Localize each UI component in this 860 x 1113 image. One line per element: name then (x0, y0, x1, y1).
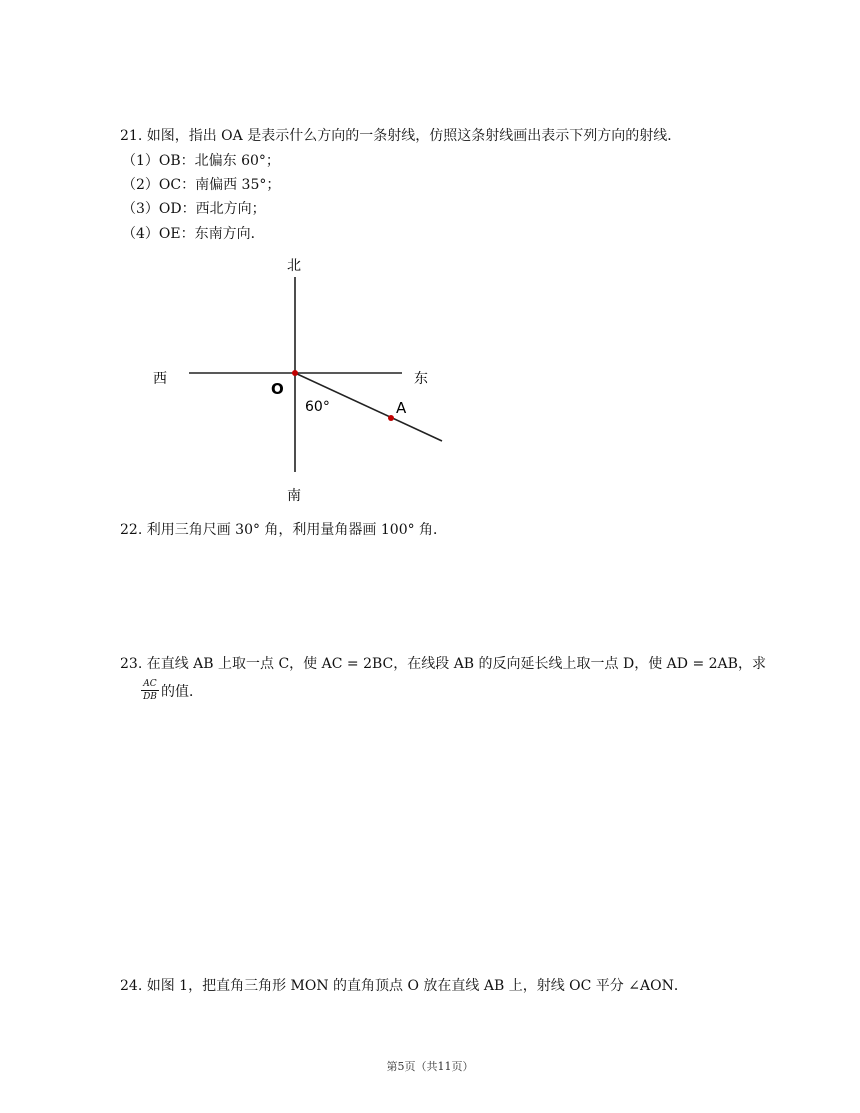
q23-fraction (141, 679, 159, 702)
fraction-numerator: AC (143, 679, 157, 689)
q22-stem: 22. 利用三角尺画 30° 角，利用量角器画 100° 角． (120, 522, 448, 538)
q21-item-2: （2）OC：南偏西 35°； (122, 177, 281, 193)
q23-tail: 的值． (161, 684, 203, 700)
point-a-dot (388, 415, 394, 421)
label-north: 北 (287, 258, 301, 274)
label-origin: O (271, 380, 284, 398)
origin-dot (292, 370, 298, 376)
page-footer: 第5页（共11页） (386, 1060, 474, 1073)
q21-item-1: （1）OB：北偏东 60°； (122, 153, 280, 169)
label-east: 东 (414, 371, 428, 387)
q24-stem: 24. 如图 1，把直角三角形 MON 的直角顶点 O 放在直线 AB 上，射线 OC 平分 ∠AON． (120, 978, 688, 994)
label-point-a: A (396, 399, 407, 417)
q21-stem: 21. 如图，指出 OA 是表示什么方向的一条射线，仿照这条射线画出表示下列方向的射线． (120, 128, 682, 144)
q23-stem: 23. 在直线 AB 上取一点 C，使 AC = 2BC，在线段 AB 的反向延长线上取一点 D，使 AD = 2AB，求 (120, 656, 766, 672)
q21-item-4: （4）OE：东南方向． (122, 226, 265, 242)
label-west: 西 (153, 371, 167, 387)
q21-item-3: （3）OD：西北方向； (122, 201, 266, 217)
fraction-denominator: DB (143, 692, 157, 702)
label-angle: 60° (305, 399, 330, 415)
compass-figure (0, 250, 860, 530)
label-south: 南 (287, 488, 301, 504)
